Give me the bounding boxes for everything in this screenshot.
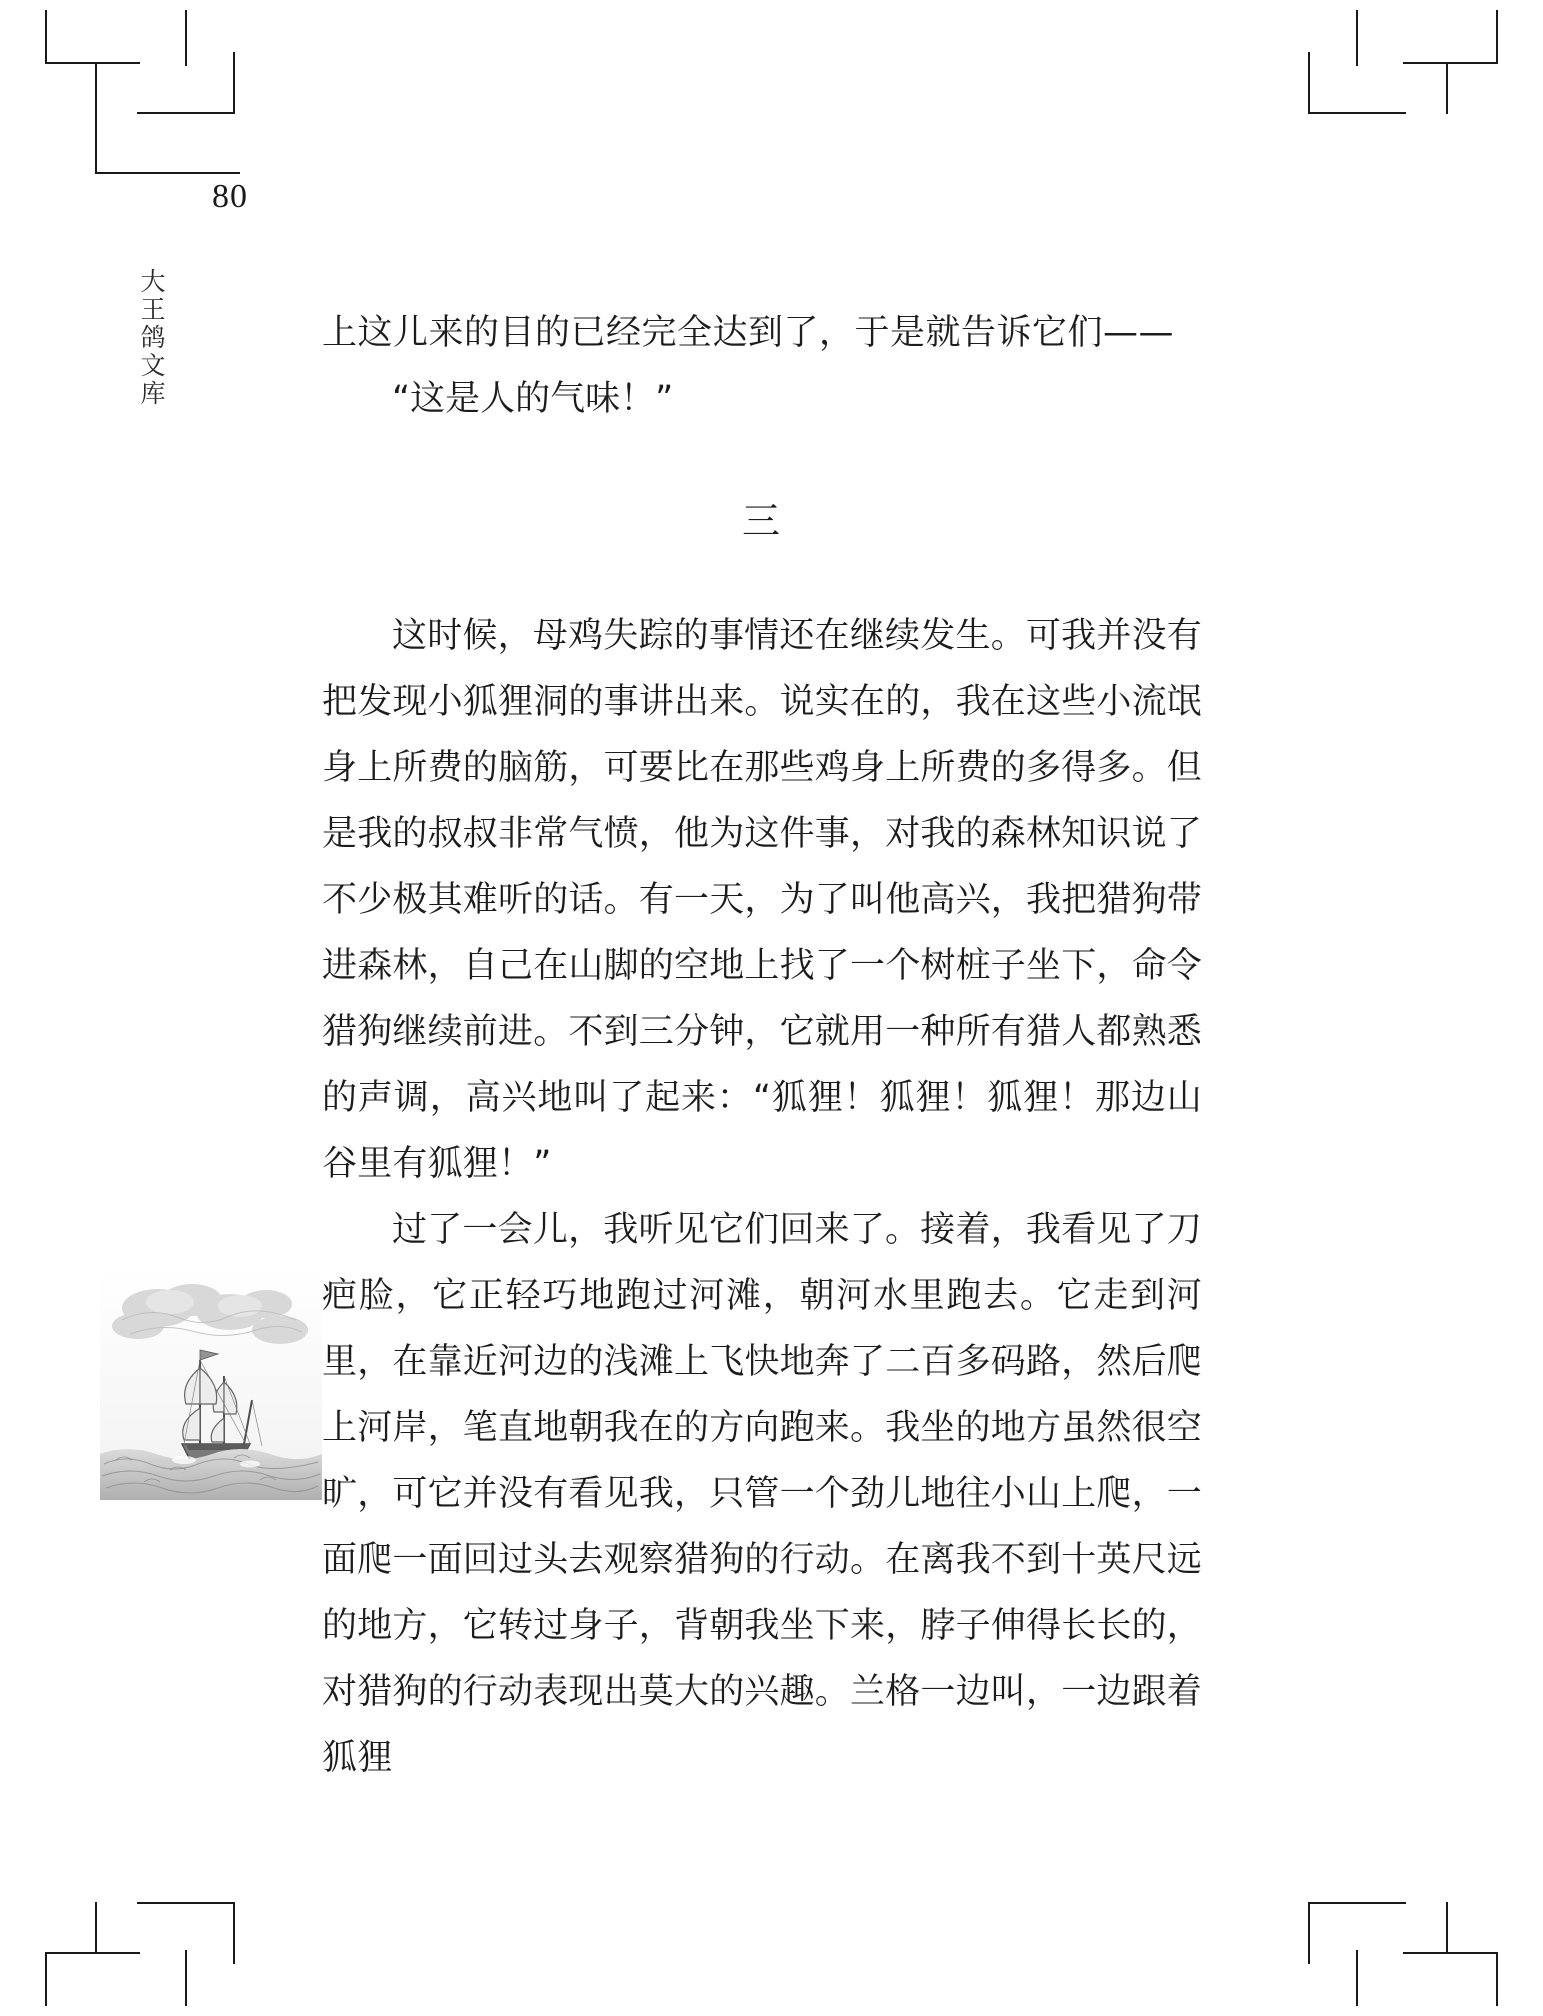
section-heading: 三 xyxy=(741,499,782,543)
text-column xyxy=(322,300,1202,1791)
dialogue-quote-line: “这是人的气味！” xyxy=(392,379,674,419)
page-number: 80 xyxy=(212,178,248,215)
body-paragraph: 这时候，母鸡失踪的事情还在继续发生。可我并没有把发现小狐狸洞的事讲出来。说实在的，我在这些小流氓身上所费的脑筋，可要比在那些鸡身上所费的多得多。但是我的叔叔非常气愤，他为这件事，对我的森林知识说了不少极其难听的话。有一天，为了叫他高兴，我把猎狗带进森林，自己在山脚的空地上找了一个树桩子坐下，命令猎狗继续前进。不到三分钟，它就用一种所有猎人都熟悉的声调，高兴地叫了起来：“狐狸！狐狸！狐狸！那边山谷里有狐狸！” xyxy=(322,616,1203,1184)
sailing-ship-icon xyxy=(100,1268,322,1500)
body-paragraph: 过了一会儿，我听见它们回来了。接着，我看见了刀疤脸，它正轻巧地跑过河滩，朝河水里跑去。它走到河里，在靠近河边的浅滩上飞快地奔了二百多码路，然后爬上河岸，笔直地朝我在的方向跑来。我坐的地方虽然很空旷，可它并没有看见我，只管一个劲儿地往小山上爬，一面爬一面回过头去观察猎狗的行动。在离我不到十英尺远的地方，它转过身子，背朝我坐下来，脖子伸得长长的，对猎狗的行动表现出莫大的兴趣。兰格一边叫，一边跟着狐狸 xyxy=(322,1210,1203,1778)
continuation-line: 上这儿来的目的已经完全达到了，于是就告诉它们—— xyxy=(322,313,1175,353)
decorative-illustration xyxy=(100,1268,322,1500)
running-side-label: 大王鸽文库 xyxy=(137,268,166,408)
